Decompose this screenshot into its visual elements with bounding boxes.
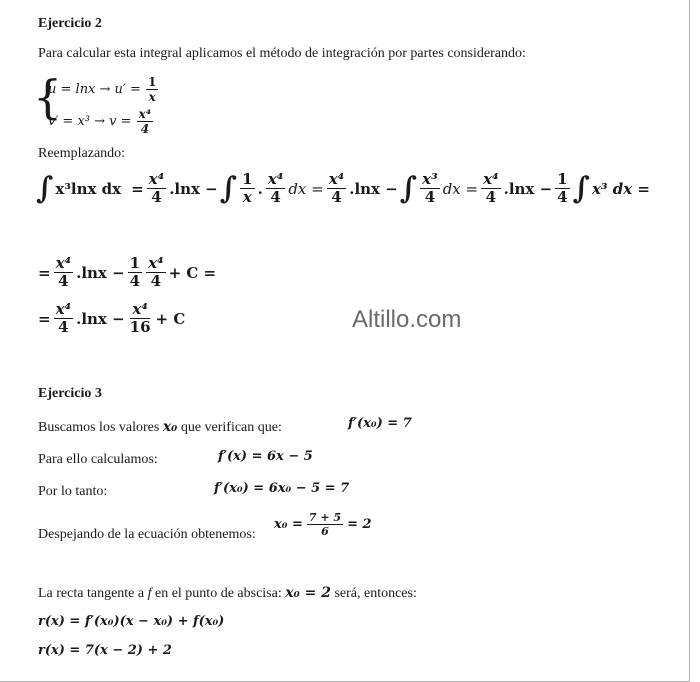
ex3-tangent-general: r(x) = f′(x₀)(x − x₀) + f(x₀) xyxy=(38,614,225,629)
ex3-line-1: Buscamos los valores x₀ que verifican que: xyxy=(38,419,282,435)
ex3-line-3-label: Por lo tanto: xyxy=(38,484,108,499)
system-line-1: u = lnx → u′ = $\frac{1}{x}$ xyxy=(48,75,157,104)
ex3-condition: f′(x₀) = 7 xyxy=(348,416,412,431)
equation-line-1: ∫ x³lnx dx = $\frac{\text{x⁴}}{4}$ .lnx − ∫ $\frac{1}{x}$ . $\frac{\text{x⁴}}{4}$ dx = $\frac{\text{x⁴}}{4}$ .lnx − ∫ $\frac{\text{x³}}{4}$ dx = $\frac{\text{x⁴}}{4}$ .lnx − $\frac{1}{4}$ ∫ x³ dx = xyxy=(36,170,650,206)
ex3-line-4-label: Despejando de la ecuación obtenemos: xyxy=(38,527,256,542)
ex3-line-5: La recta tangente a f en el punto de abscisa: x₀ = 2 será, entonces: xyxy=(38,585,417,601)
ex3-line-2-label: Para ello calculamos: xyxy=(38,452,158,467)
integral-sign: ∫ xyxy=(219,170,238,206)
integral-sign: ∫ xyxy=(572,170,590,206)
integral-sign: ∫ xyxy=(36,170,54,206)
system-brace: { xyxy=(33,70,63,124)
watermark: Altillo.com xyxy=(352,306,462,333)
equation-line-2: = $\frac{\text{x⁴}}{4}$ .lnx − $\frac{1}{4}$ $\frac{\text{x⁴}}{4}$ + C = xyxy=(38,254,217,290)
replace-label: Reemplazando: xyxy=(38,146,126,161)
ex3-tangent-result: r(x) = 7(x − 2) + 2 xyxy=(38,643,172,658)
equation-line-3: = $\frac{\text{x⁴}}{4}$ .lnx − $\frac{\text{x⁴}}{16}$ + C xyxy=(38,300,186,336)
exercise-2-heading: Ejercicio 2 xyxy=(38,16,102,31)
exercise-2-intro: Para calcular esta integral aplicamos el método de integración por partes considerando: xyxy=(38,46,526,61)
ex3-derivative-at-x0: f′(x₀) = 6x₀ − 5 = 7 xyxy=(214,481,350,496)
exercise-3-heading: Ejercicio 3 xyxy=(38,386,102,401)
ex3-solution: x₀ = $\frac{7 + 5}{6}$ = 2 xyxy=(274,511,372,538)
integral-sign: ∫ xyxy=(399,170,418,206)
system-line-2: v′ = x³ → v = $\frac{\text{x⁴}}{4}$ xyxy=(48,107,152,136)
ex3-derivative: f′(x) = 6x − 5 xyxy=(218,449,313,464)
